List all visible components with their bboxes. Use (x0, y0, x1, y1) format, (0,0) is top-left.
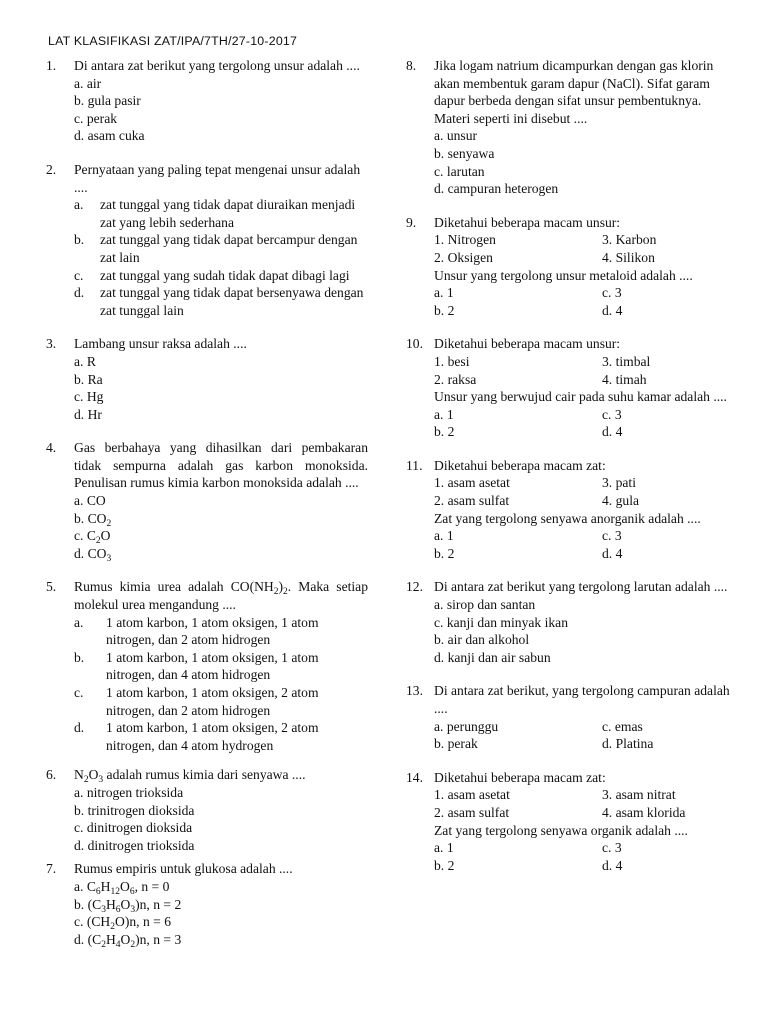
item-list (434, 353, 732, 388)
option-a: a. $C_6H_{12}O_6$, n = 0 (74, 878, 170, 897)
question-stem: Di antara zat berikut yang tergolong larutan adalah .... (434, 579, 728, 595)
option-letter: a. (74, 197, 84, 213)
option-a: a. nitrogen trioksida (74, 784, 184, 800)
option-d: d. dinitrogen trioksida (74, 837, 195, 853)
question-4 (46, 439, 368, 562)
question-number: 6. (46, 767, 57, 783)
option-c: c. perak (74, 110, 118, 126)
option-b: b. perak (434, 736, 478, 752)
option-letter: c. (74, 267, 84, 283)
question-number: 2. (46, 161, 57, 177)
option-b: b. 2 (434, 857, 455, 873)
option-c: c. 3 (602, 285, 622, 301)
option-a: a. 1 (434, 406, 454, 422)
question-number: 1. (46, 58, 57, 73)
question-stem: Pernyataan yang paling tepat mengenai unsur adalah .... (74, 161, 361, 195)
question-stem: Unsur yang berwujud cair pada suhu kamar adalah .... (434, 389, 727, 405)
list-item: 4. gula (602, 493, 639, 509)
option-a: a. 1 (434, 528, 454, 544)
option-a: a. R (74, 353, 96, 369)
question-stem: Lambang unsur raksa adalah .... (74, 336, 247, 352)
option-a: a. CO (74, 493, 106, 509)
list-item: 3. timbal (602, 353, 651, 369)
question-stem: Zat yang tergolong senyawa organik adalah .... (434, 822, 688, 838)
question-12 (406, 578, 732, 666)
question-stem: Di antara zat berikut yang tergolong unsur adalah .... (74, 58, 360, 73)
list-item: 4. Silikon (602, 249, 655, 265)
question-number: 12. (406, 579, 423, 595)
option-d (74, 284, 368, 319)
question-stem: Unsur yang tergolong unsur metaloid adalah .... (434, 267, 693, 283)
option-d: d. 4 (602, 545, 623, 561)
option-b: b. 2 (434, 424, 455, 440)
option-c: c. emas (602, 718, 643, 734)
options (434, 527, 732, 562)
option-c: c. kanji dan minyak ikan (434, 614, 569, 630)
option-b: b. 2 (434, 302, 455, 318)
option-letter: b. (74, 649, 85, 665)
item-list (434, 786, 732, 821)
question-1 (46, 57, 368, 145)
option-b: b. $(C_3H_6O_3)n$, n = 2 (74, 896, 182, 915)
list-item: 4. timah (602, 371, 647, 387)
option-a: a. 1 (434, 840, 454, 856)
question-intro: Diketahui beberapa macam zat: (434, 769, 606, 785)
question-number: 11. (406, 457, 423, 473)
question-stem: Rumus kimia urea adalah $CO(NH_2)_2$. Maka setiap molekul urea mengandung .... (74, 579, 368, 613)
option-a: a. unsur (434, 128, 478, 144)
question-7 (46, 860, 368, 948)
question-number: 14. (406, 769, 423, 785)
options (434, 284, 732, 319)
question-6 (46, 766, 368, 854)
option-b: b. gula pasir (74, 93, 141, 109)
option-a: a. 1 (434, 285, 454, 301)
left-column (46, 57, 368, 948)
question-stem: Zat yang tergolong senyawa anorganik adalah .... (434, 510, 701, 526)
option-d: d. $CO_3$ (74, 545, 112, 564)
option-a (74, 614, 368, 649)
option-d: d. asam cuka (74, 128, 145, 144)
list-item: 1. Nitrogen (434, 232, 496, 248)
option-d: d. 4 (602, 857, 623, 873)
option-a: a. air (74, 75, 102, 91)
question-intro: Diketahui beberapa macam unsur: (434, 214, 621, 230)
question-number: 4. (46, 440, 57, 456)
option-d (74, 719, 368, 754)
option-c (74, 267, 368, 285)
list-item: 3. Karbon (602, 232, 657, 248)
list-item: 1. asam asetat (434, 787, 510, 803)
option-c: c. $C_2O$ (74, 528, 111, 547)
option-c (74, 684, 368, 719)
option-text: zat tunggal yang tidak dapat bercampur dengan zat lain (100, 232, 358, 265)
option-letter: d. (74, 720, 85, 736)
option-d: d. kanji dan air sabun (434, 649, 551, 665)
option-b: b. 2 (434, 545, 455, 561)
option-text: 1 atom karbon, 1 atom oksigen, 2 atom nitrogen, dan 4 atom hydrogen (106, 720, 319, 753)
options (434, 839, 732, 874)
question-number: 7. (46, 861, 57, 877)
option-c: c. Hg (74, 389, 104, 405)
question-10 (406, 335, 732, 441)
option-text: 1 atom karbon, 1 atom oksigen, 2 atom nitrogen, dan 2 atom hidrogen (106, 685, 319, 718)
list-item: 2. raksa (434, 371, 477, 387)
option-b: b. $CO_2$ (74, 510, 112, 529)
option-letter: b. (74, 232, 85, 248)
option-b: b. air dan alkohol (434, 632, 530, 648)
option-letter: d. (74, 285, 85, 301)
question-5 (46, 578, 368, 754)
list-item: 3. asam nitrat (602, 787, 676, 803)
option-d: d. campuran heterogen (434, 181, 559, 197)
option-c: c. $(CH_2O)n$, n = 6 (74, 914, 171, 933)
question-13 (406, 682, 732, 752)
option-letter: a. (74, 614, 84, 630)
option-d: d. 4 (602, 302, 623, 318)
question-14 (406, 769, 732, 875)
option-b (74, 649, 368, 684)
option-b: b. senyawa (434, 145, 495, 161)
option-text: 1 atom karbon, 1 atom oksigen, 1 atom nitrogen, dan 4 atom hidrogen (106, 649, 319, 683)
option-c: c. 3 (602, 840, 622, 856)
option-b: b. trinitrogen dioksida (74, 802, 195, 818)
question-intro: Diketahui beberapa macam zat: (434, 457, 606, 473)
option-text: zat tunggal yang tidak dapat diuraikan menjadi zat yang lebih sederhana (100, 197, 356, 230)
item-list (434, 474, 732, 509)
item-list (434, 231, 732, 266)
options (434, 406, 732, 441)
question-number: 5. (46, 579, 57, 595)
list-item: 2. asam sulfat (434, 804, 510, 820)
question-11 (406, 457, 732, 563)
list-item: 2. Oksigen (434, 249, 493, 265)
question-stem: $N_2O_3$ adalah rumus kimia dari senyawa .... (74, 767, 306, 786)
option-d: d. Platina (602, 736, 654, 752)
list-item: 1. besi (434, 353, 470, 369)
right-column (406, 57, 732, 874)
question-2 (46, 161, 368, 319)
option-b: b. Ra (74, 371, 103, 387)
option-letter: c. (74, 685, 84, 700)
option-a: a. sirop dan santan (434, 597, 536, 613)
option-c: c. dinitrogen dioksida (74, 820, 193, 836)
question-number: 9. (406, 214, 417, 230)
question-8 (406, 57, 732, 198)
option-text: 1 atom karbon, 1 atom oksigen, 1 atom nitrogen, dan 2 atom hidrogen (106, 614, 319, 648)
option-d: d. Hr (74, 406, 102, 422)
option-d: d. $(C_2H_4O_2)n$, n = 3 (74, 931, 182, 950)
option-a (74, 196, 368, 231)
question-number: 10. (406, 336, 423, 352)
question-number: 13. (406, 683, 423, 699)
option-c: c. 3 (602, 406, 622, 422)
option-text: zat tunggal yang tidak dapat bersenyawa dengan zat tunggal lain (100, 285, 364, 318)
option-c: c. 3 (602, 528, 622, 544)
question-3 (46, 335, 368, 423)
list-item: 2. asam sulfat (434, 493, 510, 509)
options (434, 718, 732, 753)
list-item: 3. pati (602, 475, 636, 491)
question-9 (406, 214, 732, 320)
option-text: zat tunggal yang sudah tidak dapat dibagi lagi (100, 267, 350, 283)
question-number: 8. (406, 58, 417, 73)
question-intro: Diketahui beberapa macam unsur: (434, 336, 621, 352)
list-item: 1. asam asetat (434, 475, 510, 491)
question-stem: Jika logam natrium dicampurkan dengan gas klorin akan membentuk garam dapur (NaCl). Sifat garam dapur berbeda dengan sifat unsur pembentuknya. Materi seperti ini disebut .... (434, 58, 714, 126)
option-d: d. 4 (602, 424, 623, 440)
list-item: 4. asam klorida (602, 804, 686, 820)
question-stem: Gas berbahaya yang dihasilkan dari pembakaran tidak sempurna adalah gas karbon monoksida. Penulisan rumus kimia karbon monoksida adalah .... (74, 440, 368, 491)
option-c: c. larutan (434, 163, 485, 179)
option-b (74, 231, 368, 266)
page-header: LAT KLASIFIKASI ZAT/IPA/7TH/27-10-2017 (48, 34, 298, 48)
option-a: a. perunggu (434, 718, 499, 734)
question-stem: Rumus empiris untuk glukosa adalah .... (74, 861, 293, 877)
question-stem: Di antara zat berikut, yang tergolong campuran adalah .... (434, 683, 730, 716)
question-number: 3. (46, 336, 57, 352)
